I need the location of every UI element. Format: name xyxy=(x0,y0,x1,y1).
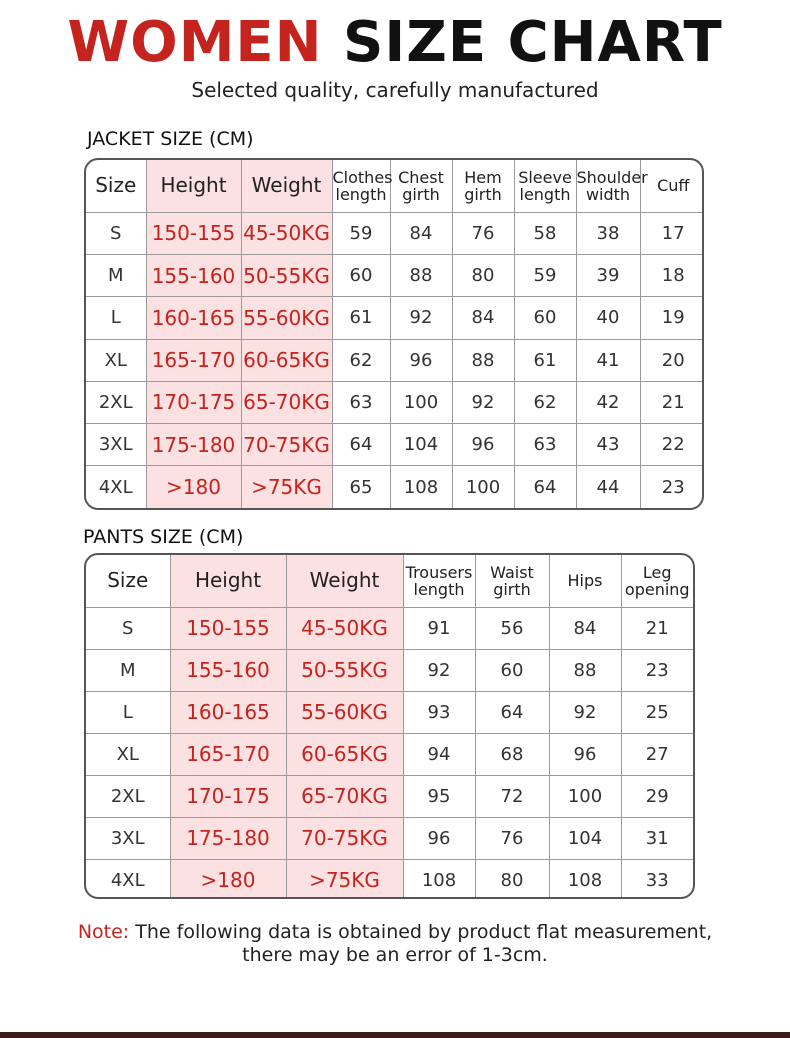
pants-cell: 29 xyxy=(621,775,693,817)
pants-cell: 96 xyxy=(403,817,475,859)
pants-cell: 72 xyxy=(475,775,549,817)
jacket-cell: L xyxy=(86,297,146,339)
table-row xyxy=(86,339,704,381)
table-row xyxy=(86,212,704,254)
jacket-header-cell: Hem girth xyxy=(452,160,514,212)
pants-cell: 2XL xyxy=(86,775,170,817)
jacket-cell: 19 xyxy=(640,297,704,339)
table-row xyxy=(86,859,693,899)
jacket-cell: 3XL xyxy=(86,423,146,465)
jacket-cell: 38 xyxy=(576,212,640,254)
page-title xyxy=(0,10,790,76)
jacket-cell: 70-75KG xyxy=(241,423,332,465)
jacket-cell: 96 xyxy=(452,423,514,465)
jacket-cell: 20 xyxy=(640,339,704,381)
jacket-cell: 80 xyxy=(452,255,514,297)
jacket-cell: 64 xyxy=(514,466,576,508)
jacket-header-cell: Size xyxy=(86,160,146,212)
pants-cell: 91 xyxy=(403,607,475,649)
pants-cell: 68 xyxy=(475,733,549,775)
jacket-cell: 50-55KG xyxy=(241,255,332,297)
pants-cell: 65-70KG xyxy=(286,775,403,817)
jacket-cell: 108 xyxy=(390,466,452,508)
jacket-cell: 150-155 xyxy=(146,212,241,254)
pants-cell: 84 xyxy=(549,607,621,649)
jacket-cell: 61 xyxy=(514,339,576,381)
table-row xyxy=(86,649,693,691)
jacket-cell: 63 xyxy=(332,381,390,423)
jacket-header-cell: Height xyxy=(146,160,241,212)
jacket-cell: 175-180 xyxy=(146,423,241,465)
pants-cell: 76 xyxy=(475,817,549,859)
pants-cell: 70-75KG xyxy=(286,817,403,859)
table-row xyxy=(86,607,693,649)
table-row xyxy=(86,255,704,297)
pants-cell: 80 xyxy=(475,859,549,899)
jacket-cell: 4XL xyxy=(86,466,146,508)
jacket-cell: 22 xyxy=(640,423,704,465)
pants-cell: 160-165 xyxy=(170,691,286,733)
jacket-cell: 62 xyxy=(514,381,576,423)
subtitle: Selected quality, carefully manufactured xyxy=(191,78,599,102)
jacket-table xyxy=(84,158,704,510)
jacket-cell: 59 xyxy=(514,255,576,297)
jacket-cell: 63 xyxy=(514,423,576,465)
table-row xyxy=(86,733,693,775)
pants-cell: 31 xyxy=(621,817,693,859)
pants-cell: 170-175 xyxy=(170,775,286,817)
pants-cell: >180 xyxy=(170,859,286,899)
jacket-cell: 165-170 xyxy=(146,339,241,381)
pants-header-cell: Trousers length xyxy=(403,555,475,607)
pants-header-cell: Height xyxy=(170,555,286,607)
jacket-header-cell: Clothes length xyxy=(332,160,390,212)
jacket-cell: >180 xyxy=(146,466,241,508)
jacket-header-cell: Cuff xyxy=(640,160,704,212)
pants-cell: 108 xyxy=(403,859,475,899)
jacket-cell: 21 xyxy=(640,381,704,423)
pants-cell: 45-50KG xyxy=(286,607,403,649)
jacket-cell: 84 xyxy=(452,297,514,339)
pants-cell: 60 xyxy=(475,649,549,691)
jacket-cell: 44 xyxy=(576,466,640,508)
pants-cell: 175-180 xyxy=(170,817,286,859)
table-row xyxy=(86,817,693,859)
pants-cell: 27 xyxy=(621,733,693,775)
jacket-cell: 88 xyxy=(452,339,514,381)
pants-cell: 88 xyxy=(549,649,621,691)
jacket-cell: 40 xyxy=(576,297,640,339)
jacket-cell: 55-60KG xyxy=(241,297,332,339)
jacket-cell: 92 xyxy=(390,297,452,339)
bottom-divider xyxy=(0,1032,790,1038)
jacket-cell: XL xyxy=(86,339,146,381)
jacket-cell: 65-70KG xyxy=(241,381,332,423)
table-row xyxy=(86,775,693,817)
jacket-cell: 43 xyxy=(576,423,640,465)
pants-cell: >75KG xyxy=(286,859,403,899)
jacket-cell: 155-160 xyxy=(146,255,241,297)
jacket-cell: 59 xyxy=(332,212,390,254)
jacket-cell: 60-65KG xyxy=(241,339,332,381)
jacket-cell: 96 xyxy=(390,339,452,381)
pants-heading: PANTS SIZE (CM) xyxy=(83,526,244,548)
pants-cell: M xyxy=(86,649,170,691)
jacket-size-table xyxy=(86,160,704,508)
jacket-cell: >75KG xyxy=(241,466,332,508)
jacket-heading: JACKET SIZE (CM) xyxy=(87,128,254,150)
jacket-cell: 39 xyxy=(576,255,640,297)
jacket-cell: 58 xyxy=(514,212,576,254)
pants-cell: 95 xyxy=(403,775,475,817)
jacket-cell: 104 xyxy=(390,423,452,465)
measurement-note xyxy=(0,921,790,967)
jacket-cell: 18 xyxy=(640,255,704,297)
table-row xyxy=(86,297,704,339)
pants-cell: XL xyxy=(86,733,170,775)
pants-cell: 92 xyxy=(403,649,475,691)
table-row xyxy=(86,381,704,423)
jacket-cell: 62 xyxy=(332,339,390,381)
pants-cell: 33 xyxy=(621,859,693,899)
pants-cell: L xyxy=(86,691,170,733)
pants-cell: 21 xyxy=(621,607,693,649)
pants-cell: 23 xyxy=(621,649,693,691)
title-women: WOMEN xyxy=(67,10,323,75)
table-row xyxy=(86,691,693,733)
note-label: Note: xyxy=(77,921,130,943)
jacket-cell: 64 xyxy=(332,423,390,465)
jacket-header-cell: Shoulder width xyxy=(576,160,640,212)
jacket-cell: 23 xyxy=(640,466,704,508)
jacket-cell: 42 xyxy=(576,381,640,423)
pants-header-row xyxy=(86,555,693,607)
pants-cell: 56 xyxy=(475,607,549,649)
pants-cell: S xyxy=(86,607,170,649)
jacket-cell: 2XL xyxy=(86,381,146,423)
pants-table xyxy=(84,553,695,899)
jacket-header-cell: Sleeve length xyxy=(514,160,576,212)
table-row xyxy=(86,423,704,465)
jacket-cell: M xyxy=(86,255,146,297)
jacket-cell: 76 xyxy=(452,212,514,254)
jacket-cell: 100 xyxy=(390,381,452,423)
pants-cell: 92 xyxy=(549,691,621,733)
pants-cell: 64 xyxy=(475,691,549,733)
pants-cell: 100 xyxy=(549,775,621,817)
jacket-cell: 84 xyxy=(390,212,452,254)
jacket-cell: 61 xyxy=(332,297,390,339)
pants-header-cell: Size xyxy=(86,555,170,607)
jacket-cell: S xyxy=(86,212,146,254)
pants-header-cell: Weight xyxy=(286,555,403,607)
jacket-header-cell: Weight xyxy=(241,160,332,212)
pants-cell: 60-65KG xyxy=(286,733,403,775)
jacket-cell: 170-175 xyxy=(146,381,241,423)
jacket-cell: 45-50KG xyxy=(241,212,332,254)
jacket-cell: 60 xyxy=(332,255,390,297)
jacket-cell: 60 xyxy=(514,297,576,339)
jacket-header-cell: Chest girth xyxy=(390,160,452,212)
jacket-cell: 100 xyxy=(452,466,514,508)
jacket-cell: 92 xyxy=(452,381,514,423)
pants-cell: 150-155 xyxy=(170,607,286,649)
pants-cell: 108 xyxy=(549,859,621,899)
pants-cell: 93 xyxy=(403,691,475,733)
pants-header-cell: Leg opening xyxy=(621,555,693,607)
pants-cell: 94 xyxy=(403,733,475,775)
pants-header-cell: Hips xyxy=(549,555,621,607)
jacket-cell: 160-165 xyxy=(146,297,241,339)
jacket-cell: 17 xyxy=(640,212,704,254)
jacket-cell: 88 xyxy=(390,255,452,297)
pants-cell: 4XL xyxy=(86,859,170,899)
pants-cell: 25 xyxy=(621,691,693,733)
pants-cell: 55-60KG xyxy=(286,691,403,733)
jacket-cell: 41 xyxy=(576,339,640,381)
pants-cell: 155-160 xyxy=(170,649,286,691)
jacket-header-row xyxy=(86,160,704,212)
title-size-chart: SIZE CHART xyxy=(343,10,723,75)
pants-cell: 3XL xyxy=(86,817,170,859)
pants-header-cell: Waist girth xyxy=(475,555,549,607)
note-line-1: The following data is obtained by product flat measurement, xyxy=(135,921,713,943)
pants-cell: 96 xyxy=(549,733,621,775)
pants-size-table xyxy=(86,555,693,899)
pants-cell: 104 xyxy=(549,817,621,859)
pants-cell: 50-55KG xyxy=(286,649,403,691)
pants-cell: 165-170 xyxy=(170,733,286,775)
table-row xyxy=(86,466,704,508)
note-line-2: there may be an error of 1-3cm. xyxy=(242,944,548,966)
jacket-cell: 65 xyxy=(332,466,390,508)
